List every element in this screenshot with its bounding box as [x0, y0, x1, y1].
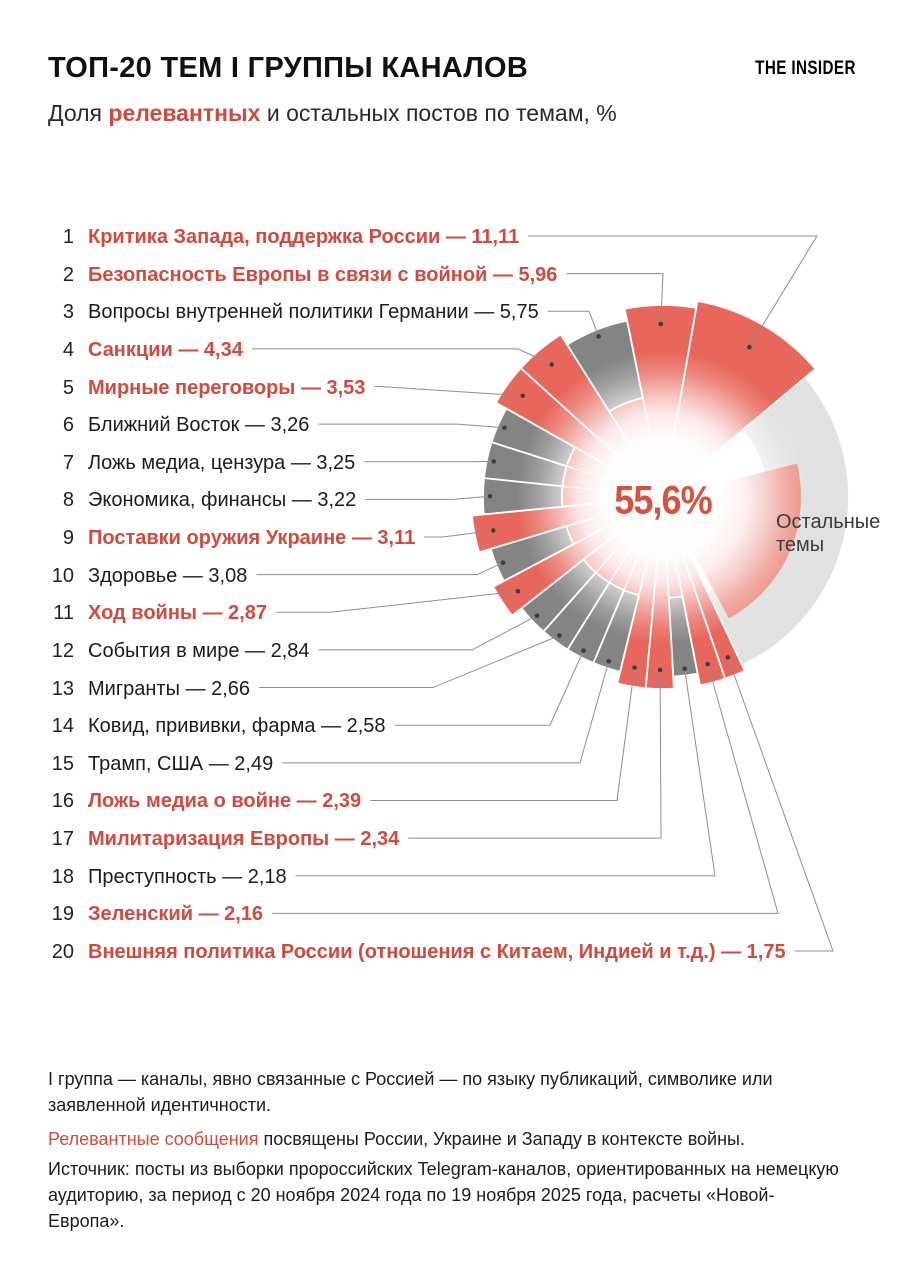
page-title: ТОП-20 ТЕМ I ГРУППЫ КАНАЛОВ	[48, 52, 529, 84]
topic-rank: 12	[51, 639, 74, 662]
topic-rank: 19	[51, 903, 74, 926]
topic-label: Ход войны — 2,87	[88, 602, 268, 625]
topic-rank: 5	[62, 376, 74, 399]
leader-dot	[607, 659, 612, 664]
topic-label: Вопросы внутренней политики Германии — 5,75	[88, 301, 539, 324]
leader-line	[256, 563, 503, 575]
leader-dot	[520, 393, 525, 398]
topic-rank: 3	[62, 301, 74, 324]
topic-label: Ложь медиа, цензура — 3,25	[88, 451, 356, 474]
leader-line	[374, 387, 522, 396]
leader-line	[365, 496, 490, 499]
leader-dot	[682, 666, 687, 671]
leader-dot	[501, 560, 506, 565]
chart-center-value: 55,6%	[614, 478, 712, 523]
topic-rank: 9	[62, 527, 74, 550]
other-topics-label: Остальные темы	[776, 511, 881, 556]
leader-line	[282, 661, 609, 763]
topic-label: Преступность — 2,18	[88, 865, 287, 888]
leader-dot	[632, 665, 637, 670]
topic-label: Экономика, финансы — 3,22	[88, 489, 357, 512]
subtitle-prefix: Доля	[48, 100, 109, 126]
topic-rank: 20	[51, 940, 74, 963]
topic-rank: 16	[51, 790, 74, 813]
topic-rank: 8	[62, 489, 74, 512]
topic-label: Милитаризация Европы — 2,34	[88, 828, 400, 851]
subtitle-highlight: релевантных	[108, 100, 261, 126]
leader-dot	[581, 648, 586, 653]
leader-line	[276, 591, 518, 612]
footnote-source: Источник: посты из выборки пророссийских Telegram-каналов, ориентированных на немецкую аудиторию, за период с 20 ноября 2024 года по 19 ноября 2025 года, расчеты «Новой-Европа».	[48, 1159, 839, 1231]
topic-label: Критика Запада, поддержка России — 11,11	[88, 226, 520, 248]
topic-label: Мирные переговоры — 3,53	[88, 376, 366, 399]
topic-label: Ковид, прививки, фарма — 2,58	[88, 715, 386, 738]
leader-dot	[502, 425, 507, 430]
leader-line	[296, 669, 715, 876]
leader-line	[319, 616, 538, 650]
topic-label: Зеленский — 2,16	[88, 903, 264, 926]
leader-dot	[726, 655, 731, 660]
leader-dot	[658, 668, 663, 673]
leader-dot	[491, 459, 496, 464]
topic-label: Здоровье — 3,08	[88, 564, 248, 587]
leader-dot	[516, 589, 521, 594]
leader-line	[318, 424, 504, 428]
topic-rank: 10	[51, 564, 74, 587]
subtitle-suffix: и остальных постов по темам, %	[260, 100, 617, 126]
leader-dot	[705, 662, 710, 667]
leader-dot	[535, 613, 540, 618]
topic-rank: 4	[62, 338, 74, 361]
topic-rank: 18	[51, 865, 74, 888]
footnote-relevant	[48, 1126, 848, 1152]
topic-label: Трамп, США — 2,49	[88, 752, 274, 775]
topic-rank: 13	[51, 677, 74, 700]
topic-label: Поставки оружия Украине — 3,11	[88, 527, 416, 550]
topic-rank: 6	[62, 414, 74, 437]
topic-label: Санкции — 4,34	[88, 338, 243, 361]
leader-dot	[549, 362, 554, 367]
leader-line	[252, 349, 552, 365]
topic-label: События в мире — 2,84	[88, 639, 310, 662]
leader-dot	[488, 494, 493, 499]
leader-dot	[658, 322, 663, 327]
leader-dot	[747, 345, 752, 350]
topic-rank: 11	[53, 602, 74, 625]
leader-dot	[596, 334, 601, 339]
topic-label: Безопасность Европы в связи с войной — 5,96	[88, 263, 558, 286]
topic-label: Ближний Восток — 3,26	[88, 414, 310, 437]
brand-logo: THE INSIDER	[755, 58, 856, 79]
leader-dot	[557, 633, 562, 638]
leader-line	[259, 636, 559, 688]
topic-rank: 7	[62, 451, 74, 474]
topic-label: Ложь медиа о войне — 2,39	[88, 790, 362, 813]
topic-rank: 15	[51, 752, 74, 775]
leader-dot	[491, 528, 496, 533]
topic-rank: 14	[51, 715, 74, 738]
leader-line	[728, 657, 833, 951]
topic-label: Внешняя политика России (отношения с Китаем, Индией и т.д.) — 1,75	[88, 940, 786, 963]
footnote-relevant-rest: посвящены России, Украине и Западу в контексте войны.	[258, 1129, 745, 1149]
footnote-relevant-highlight: Релевантные сообщения	[48, 1129, 259, 1149]
topic-label: Мигранты — 2,66	[88, 677, 250, 700]
topic-rank: 2	[62, 263, 74, 286]
topic-rank: 17	[51, 828, 74, 851]
topic-rank: 1	[62, 226, 74, 248]
footnote-group: I группа — каналы, явно связанные с Россией — по языку публикаций, символике или заявленной идентичности.	[48, 1069, 773, 1115]
